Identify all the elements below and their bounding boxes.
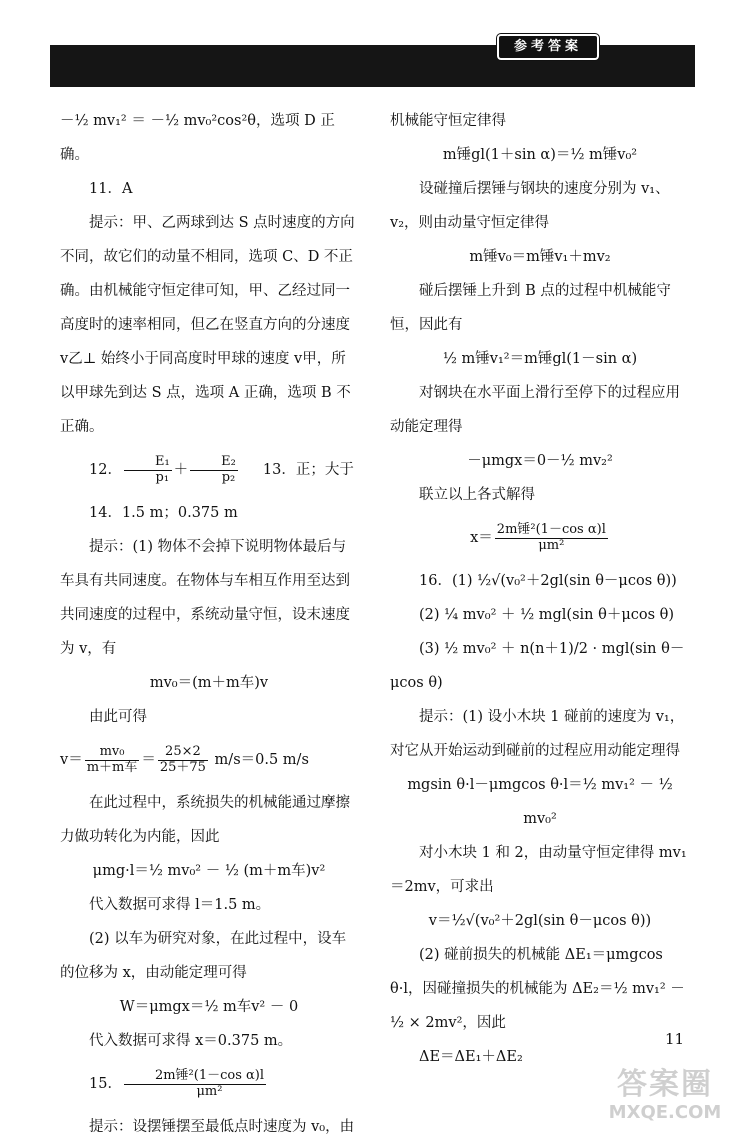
- watermark-logo: 答案圈: [617, 1067, 713, 1102]
- equation: mgsin θ·l－μmgcos θ·l＝½ mv₁² － ½ mv₀²: [407, 777, 673, 827]
- answer-13: 13．正；大于: [262, 462, 354, 478]
- answer-14-hint: 提示：(1) 物体不会掉下说明物体最后与车具有共同速度。在物体与车相互作用至达到共同速度的过程中，系统动量守恒，设末速度为 v，有: [60, 539, 350, 657]
- equation: μmg·l＝½ mv₀² － ½ (m＋m车)v²: [92, 863, 326, 879]
- paragraph: 代入数据可求得 l＝1.5 m。: [89, 897, 271, 913]
- paragraph: 由此可得: [89, 709, 147, 725]
- paragraph: 机械能守恒定律得: [390, 113, 506, 129]
- header-tab: 参考答案: [497, 34, 599, 60]
- equation: ½ m锤v₁²＝m锤gl(1－sin α): [442, 351, 638, 367]
- answer-11-hint: 提示：甲、乙两球到达 S 点时速度的方向不同，故它们的动量不相同，选项 C、D 不正确。由机械能守恒定律可知，甲、乙经过同一高度时的速率相同，但乙在竖直方向的分速度 v乙⊥ 始终小于同高度时甲球的速度 v甲，所以甲球先到达 S 点，选项 A 正确，选项 B 不正确。: [60, 215, 355, 435]
- fraction-e2-p2: $\frac{\text{E₂}}{\text{p₂}}$: [190, 455, 238, 485]
- answer-16-1: 16．(1) ½√(v₀²＋2gl(sin θ－μcos θ)): [419, 573, 677, 589]
- equation: m锤gl(1＋sin α)＝½ m锤v₀²: [442, 147, 638, 163]
- answer-16-3: (3) ½ mv₀² ＋ n(n＋1)/2 · mgl(sin θ－μcos θ): [390, 641, 685, 691]
- equation: m锤v₀＝m锤v₁＋mv₂: [469, 249, 611, 265]
- answer-12-label: 12．: [89, 462, 122, 478]
- watermark: [595, 1068, 735, 1126]
- answer-15: 15． $\frac{\text{2m锤²(1－cos α)l}}{\text{μm²}}$: [89, 1068, 265, 1099]
- answer-10-end: －½ mv₁² ＝ －½ mv₀²cos²θ，选项 D 正确。: [60, 113, 335, 163]
- paragraph: 碰后摆锤上升到 B 点的过程中机械能守恒，因此有: [390, 283, 671, 333]
- paragraph: 联立以上各式解得: [419, 487, 535, 503]
- equation: W＝μmgx＝½ m车v² － 0: [119, 999, 299, 1015]
- paragraph: 对钢块在水平面上滑行至停下的过程应用动能定理得: [390, 385, 680, 435]
- equation-result: x＝ $\frac{\text{2m锤²(1－cos α)l}}{\text{μm²}}$: [470, 522, 606, 553]
- paragraph: (2) 碰前损失的机械能 ΔE₁＝μmgcos θ·l，因碰撞损失的机械能为 ΔE₂＝½ mv₁² － ½ × 2mv²，因此: [390, 947, 685, 1031]
- equation: －μmgx＝0－½ mv₂²: [467, 453, 613, 469]
- fraction-e1-p1: $\frac{\text{E₁}}{\text{p₁}}$: [124, 455, 172, 485]
- answer-16-2: (2) ¼ mv₀² ＋ ½ mgl(sin θ＋μcos θ): [419, 607, 675, 623]
- paragraph: 设碰撞后摆锤与钢块的速度分别为 v₁、v₂，则由动量守恒定律得: [390, 181, 670, 231]
- paragraph: 代入数据可求得 x＝0.375 m。: [89, 1033, 293, 1049]
- equation-velocity: v＝ $\frac{\text{mv₀}}{\text{m＋m车}}$ ＝ $\frac{25\times 2}{25+75}$ m/s＝0.5 m/s: [60, 744, 309, 775]
- answer-16-hint: 提示：(1) 设小木块 1 碰前的速度为 v₁，对它从开始运动到碰前的过程应用动能定理得: [390, 709, 685, 759]
- equation: mv₀＝(m＋m车)v: [149, 675, 269, 691]
- answer-14: 14．1.5 m；0.375 m: [89, 505, 238, 521]
- right-column: [390, 104, 690, 1074]
- paragraph: 对小木块 1 和 2，由动量守恒定律得 mv₁＝2mv，可求出: [390, 845, 687, 895]
- watermark-url: MXQE.COM: [608, 1102, 722, 1123]
- equation: v＝½√(v₀²＋2gl(sin θ－μcos θ)): [428, 913, 652, 929]
- equation: ΔE＝ΔE₁＋ΔE₂: [419, 1049, 523, 1065]
- answer-15-hint: 提示：设摆锤摆至最低点时速度为 v₀，由: [89, 1119, 355, 1135]
- answer-11: 11．A: [89, 181, 133, 197]
- answer-12-13: 12． $\frac{\text{E₁}}{\text{p₁}}$ ＋ $\frac{\text{E₂}}{\text{p₂}}$ 13．正；大于: [89, 454, 354, 485]
- paragraph: 在此过程中，系统损失的机械能通过摩擦力做功转化为内能，因此: [60, 795, 350, 845]
- paragraph: (2) 以车为研究对象，在此过程中，设车的位移为 x，由动能定理可得: [60, 931, 347, 981]
- page-number: 11: [665, 1030, 685, 1048]
- left-column: [60, 104, 358, 1144]
